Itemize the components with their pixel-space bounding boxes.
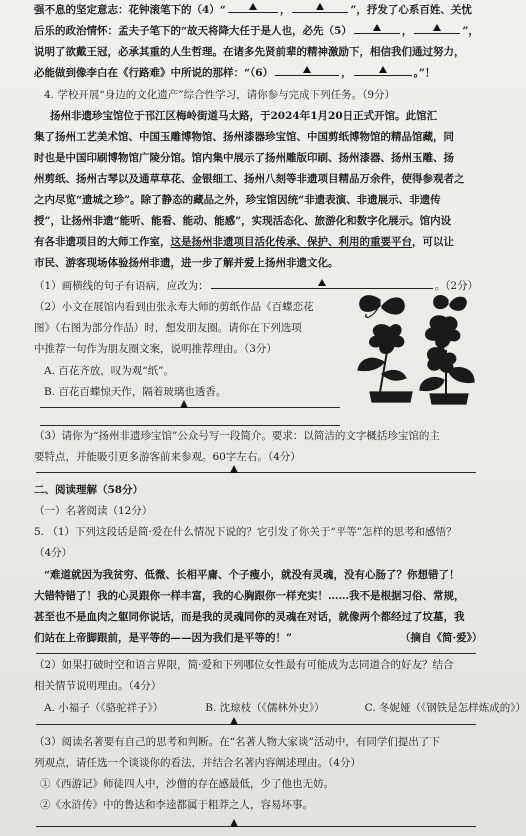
- answer-blank-4-1[interactable]: [211, 276, 433, 289]
- question-5-line: （4分）: [34, 547, 73, 559]
- paragraph-line: 市民、游客现场体验扬州非遗，进一步了解并爱上扬州非遗文化。: [34, 257, 339, 269]
- question-5-2-line: 相关情节说明理由。（4分）: [34, 680, 162, 692]
- question-5-line: 5. （1）下列这段话是简·爱在什么情况下说的？它引发了你关于“平等”怎样的思考和感悟？: [34, 526, 457, 538]
- paragraph-line: 授”，让扬州非遗“能听、能看、能动、能感”，实现活态化、旅游化和数字化展示。馆内设: [34, 215, 452, 227]
- subquestion-2-line: （2）小文在展馆内看到由张永寿大师的剪纸作品《百蝶恋花: [34, 301, 314, 313]
- option-line: A. 小福子（《骆驼祥子》） B. 沈琼枝（《儒林外史》） C. 冬妮娅（《钢铁是怎样炼成的》）: [44, 702, 526, 714]
- viewpoint-1: ①《西游记》师徒四人中，沙僧的存在感最低，少了他也无妨。: [40, 778, 334, 790]
- section-2-sub1: （一）名著阅读（12分）: [34, 505, 153, 517]
- answer-marker-icon: [230, 465, 238, 473]
- option-b: B. 百花百蝶惊天作，隔着玻璃也透香。: [44, 386, 227, 398]
- question-5-2-line: （2）如果打破时空和语言界限，简·爱和下列哪位女性最有可能成为志同道合的好友？结合: [34, 659, 454, 671]
- text-line: 后乐的政治情怀：孟夫子笔下的“故天将降大任于是人也，必先（5） ， ”，: [34, 21, 506, 42]
- paragraph-line: 有各非遗项目的大师工作室，这是扬州非遗项目活化传承、保护、利用的重要平台，可以让: [34, 236, 454, 248]
- paragraph-line: 时也是中国印刷博物馆广陵分馆。馆内集中展示了扬州雕版印刷、扬州漆器、扬州玉雕、扬: [34, 152, 454, 164]
- answer-line[interactable]: [36, 826, 476, 827]
- text-line: 强不息的坚定意志：花钟滚笔下的（4）“ ， ”，抒发了心系百姓、关忧: [34, 0, 506, 21]
- paragraph-line: 扬州非遗珍宝馆位于邗江区梅岭街道马太路，于2024年1月20日正式开馆。此馆汇: [50, 110, 438, 122]
- answer-marker-icon: [180, 400, 188, 408]
- answer-blank-5a[interactable]: [354, 21, 400, 34]
- question-5-3-line: （3）阅读名著要有自己的思考和判断。在“名著人物大家谈”活动中，有同学们提出了下: [34, 736, 440, 748]
- answer-blank-5b[interactable]: [414, 21, 460, 34]
- quote-line: 大错特错了！我的心灵跟你一样丰富，我的心胸跟你一样充实！……我不是根据习俗、常规，: [34, 590, 465, 602]
- answer-blank-6a[interactable]: [275, 63, 339, 76]
- paragraph-line: 集了扬州工艺美术馆、中国玉雕博物馆、扬州漆器珍宝馆、中国剪纸博物馆的精品馆藏，同: [34, 131, 454, 143]
- quote-source: （摘自《简·爱》）: [400, 632, 483, 644]
- subquestion-2-line: 中推荐一句作为朋友圈文案，说明推荐理由。（3分）: [34, 343, 277, 355]
- underlined-sentence: 这是扬州非遗项目活化传承、保护、利用的重要平台: [170, 236, 412, 248]
- question-5-3-line: 列观点，请任选一个谈谈你的看法，并结合名著内容阐述理由。（4分）: [34, 757, 361, 769]
- quote-line: 们站在上帝脚跟前，是平等的——因为我们是平等的！”: [34, 632, 293, 644]
- answer-line[interactable]: [40, 407, 340, 408]
- paper-cut-flower-figure: [350, 290, 480, 408]
- quote-line: 甚至也不是血肉之躯同你说话，而是我的灵魂同你的灵魂在对话，就像两个都经过了坟墓，我: [34, 611, 465, 623]
- quote-line: “难道就因为我贫穷、低微、长相平庸、个子瘦小，就没有灵魂，没有心肠了？你想错了！: [44, 569, 460, 581]
- answer-blank-4b[interactable]: [292, 0, 348, 13]
- paragraph-line: 之内尽览“遗城之珍”。除了静态的藏品之外，珍宝馆因统“非遗表演、非遗展示、非遗传: [34, 194, 441, 206]
- text-line: 必能做到像李白在《行路难》中所说的那样：“（6） ， 。”！: [34, 63, 506, 84]
- subquestion-1: （1）画横线的句子有语病，应改为： 。（2分）: [34, 276, 506, 297]
- answer-blank-4a[interactable]: [228, 0, 278, 13]
- answer-marker-icon: [230, 819, 238, 827]
- answer-line[interactable]: [36, 724, 476, 725]
- answer-marker-icon: [230, 717, 238, 725]
- question-4-title: 4. 学校开展“身边的文化遗产”综合性学习，请你参与完成下列任务。（9分）: [44, 89, 396, 101]
- option-a: A. 百花齐放，叹为观“纸”。: [44, 365, 174, 377]
- answer-line[interactable]: [36, 472, 476, 473]
- section-2-title: 二、阅读理解（58分）: [34, 484, 144, 496]
- viewpoint-2: ②《水浒传》中的鲁达和李逵都属于粗莽之人，容易坏事。: [40, 799, 313, 811]
- text-line: 说明了欲戴王冠，必承其重的人生哲理。在诸多先贤前辈的精神激励下，相信我们通过努力，: [34, 46, 465, 58]
- paragraph-line: 州剪纸、扬州古琴以及通草草花、金银细工、扬州八刻等非遗项目精品万余件，使得参观者之: [34, 173, 465, 185]
- answer-blank-6b[interactable]: [354, 63, 412, 76]
- subquestion-2-line: 图》（右图为部分作品）时，想发朋友圈。请你在下列选项: [34, 322, 302, 334]
- answer-line[interactable]: [36, 653, 476, 654]
- subquestion-3-line: 要特点，并能吸引更多游客前来参观。60字左右。（4分）: [34, 451, 301, 463]
- subquestion-3-line: （3）请你为“扬州非遗珍宝馆”公众号写一段简介。要求：以简洁的文字概括珍宝馆的主: [34, 430, 440, 442]
